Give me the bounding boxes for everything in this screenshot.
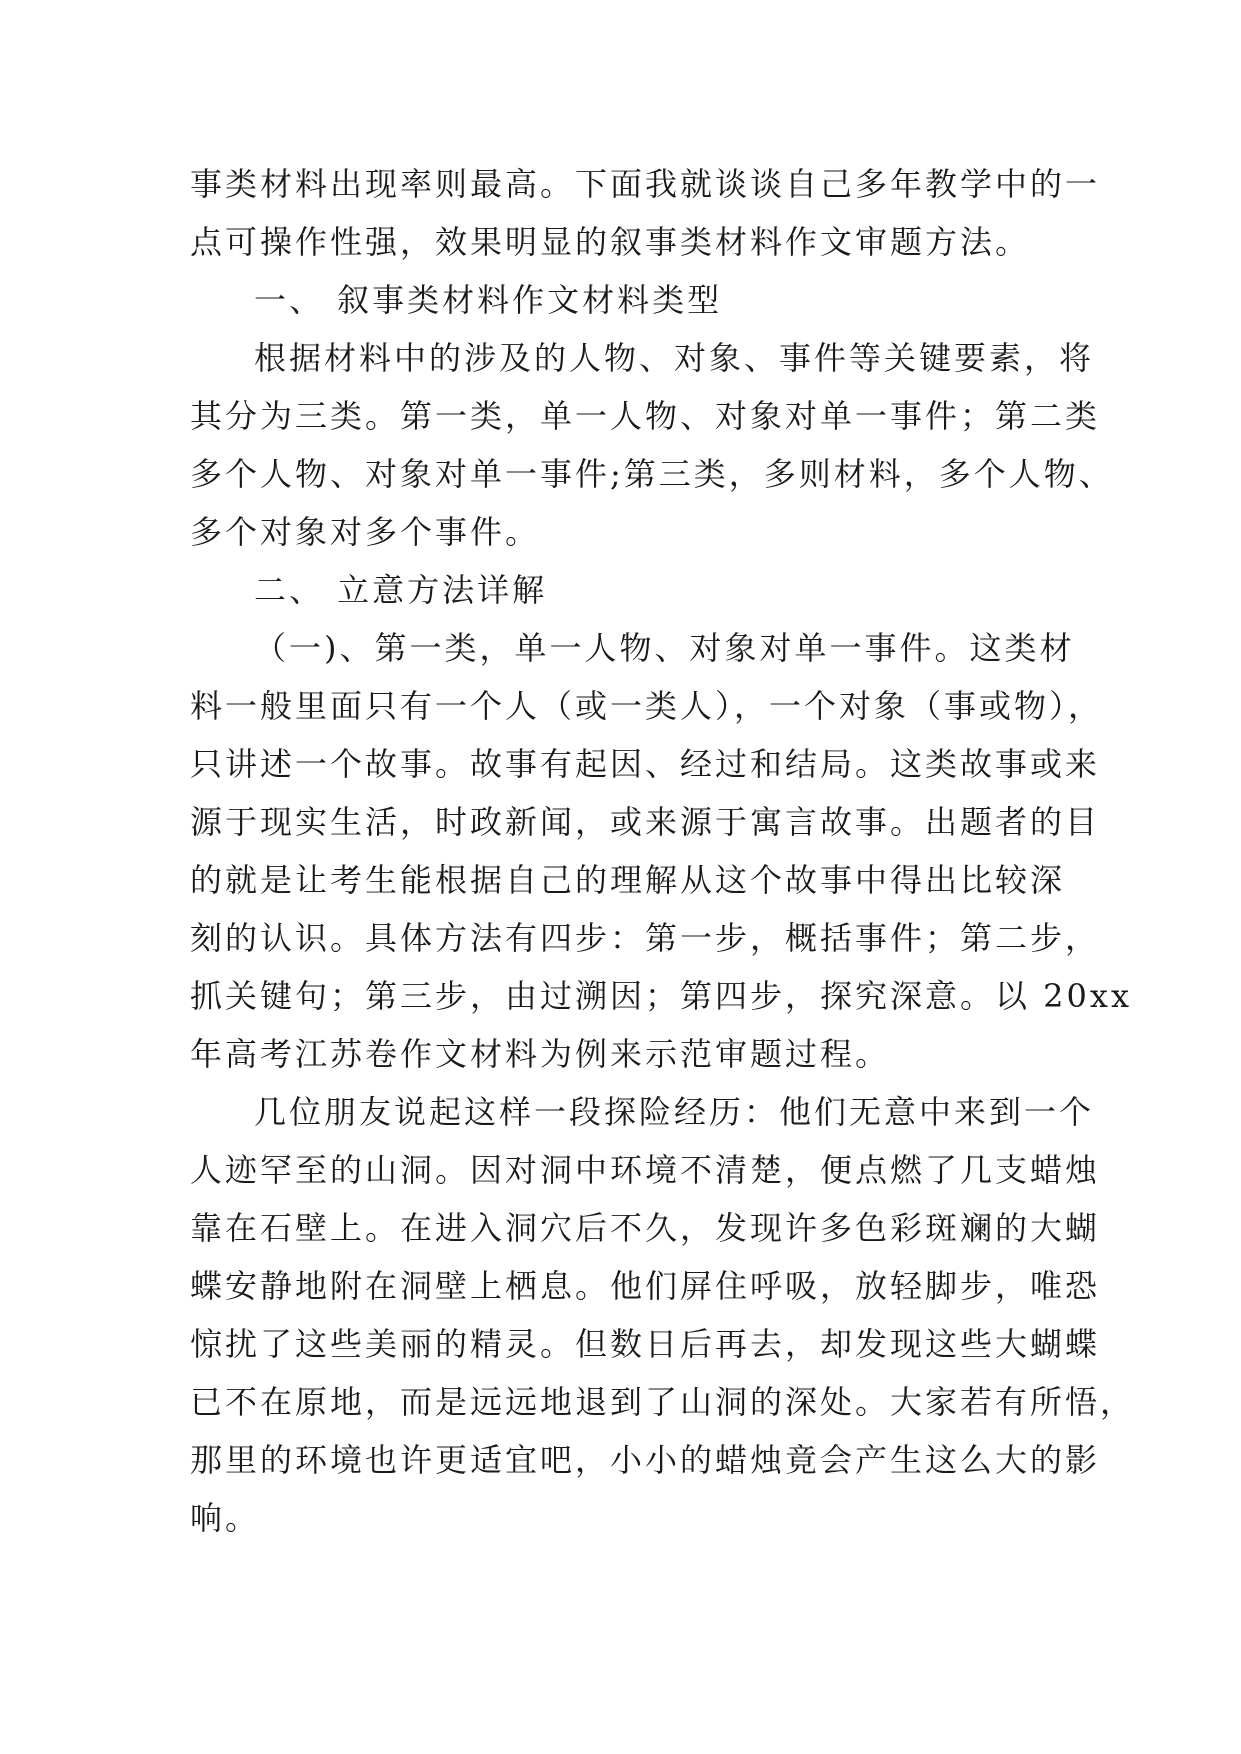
text-line: 几位朋友说起这样一段探险经历：他们无意中来到一个	[254, 1093, 1095, 1131]
text-line: 惊扰了这些美丽的精灵。但数日后再去，却发现这些大蝴蝶	[190, 1325, 1101, 1363]
text-line: 蝶安静地附在洞壁上栖息。他们屏住呼吸，放轻脚步，唯恐	[190, 1267, 1101, 1305]
section-heading-2: 二、 立意方法详解	[254, 571, 548, 609]
section-heading-1: 一、 叙事类材料作文材料类型	[254, 281, 723, 319]
text-line: 其分为三类。第一类，单一人物、对象对单一事件；第二类	[190, 397, 1101, 435]
text-line: 只讲述一个故事。故事有起因、经过和结局。这类故事或来	[190, 745, 1101, 783]
text-line: 根据材料中的涉及的人物、对象、事件等关键要素，将	[254, 339, 1095, 377]
text-line: 的就是让考生能根据自己的理解从这个故事中得出比较深	[190, 861, 1066, 899]
text-line: 人迹罕至的山洞。因对洞中环境不清楚，便点燃了几支蜡烛	[190, 1151, 1101, 1189]
text-line: 源于现实生活，时政新闻，或来源于寓言故事。出题者的目	[190, 803, 1101, 841]
text-line: （一)、第一类，单一人物、对象对单一事件。这类材	[254, 629, 1075, 667]
text-line: 抓关键句；第三步，由过溯因；第四步，探究深意。以 20xx	[190, 977, 1132, 1015]
text-line: 多个对象对多个事件。	[190, 513, 541, 551]
text-line: 料一般里面只有一个人（或一类人），一个对象（事或物），	[190, 687, 1104, 725]
text-line: 多个人物、对象对单一事件;第三类，多则材料，多个人物、	[190, 455, 1114, 493]
text-line: 刻的认识。具体方法有四步：第一步，概括事件；第二步，	[190, 919, 1101, 957]
text-line: 年高考江苏卷作文材料为例来示范审题过程。	[190, 1035, 891, 1073]
text-line: 点可操作性强，效果明显的叙事类材料作文审题方法。	[190, 223, 1031, 261]
text-line: 事类材料出现率则最高。下面我就谈谈自己多年教学中的一	[190, 165, 1101, 203]
text-line: 响。	[190, 1499, 261, 1537]
text-line: 那里的环境也许更适宜吧，小小的蜡烛竟会产生这么大的影	[190, 1441, 1101, 1479]
document-body	[190, 155, 1136, 1547]
text-line: 已不在原地，而是远远地退到了山洞的深处。大家若有所悟，	[190, 1383, 1136, 1421]
text-line: 靠在石壁上。在进入洞穴后不久，发现许多色彩斑斓的大蝴	[190, 1209, 1101, 1247]
